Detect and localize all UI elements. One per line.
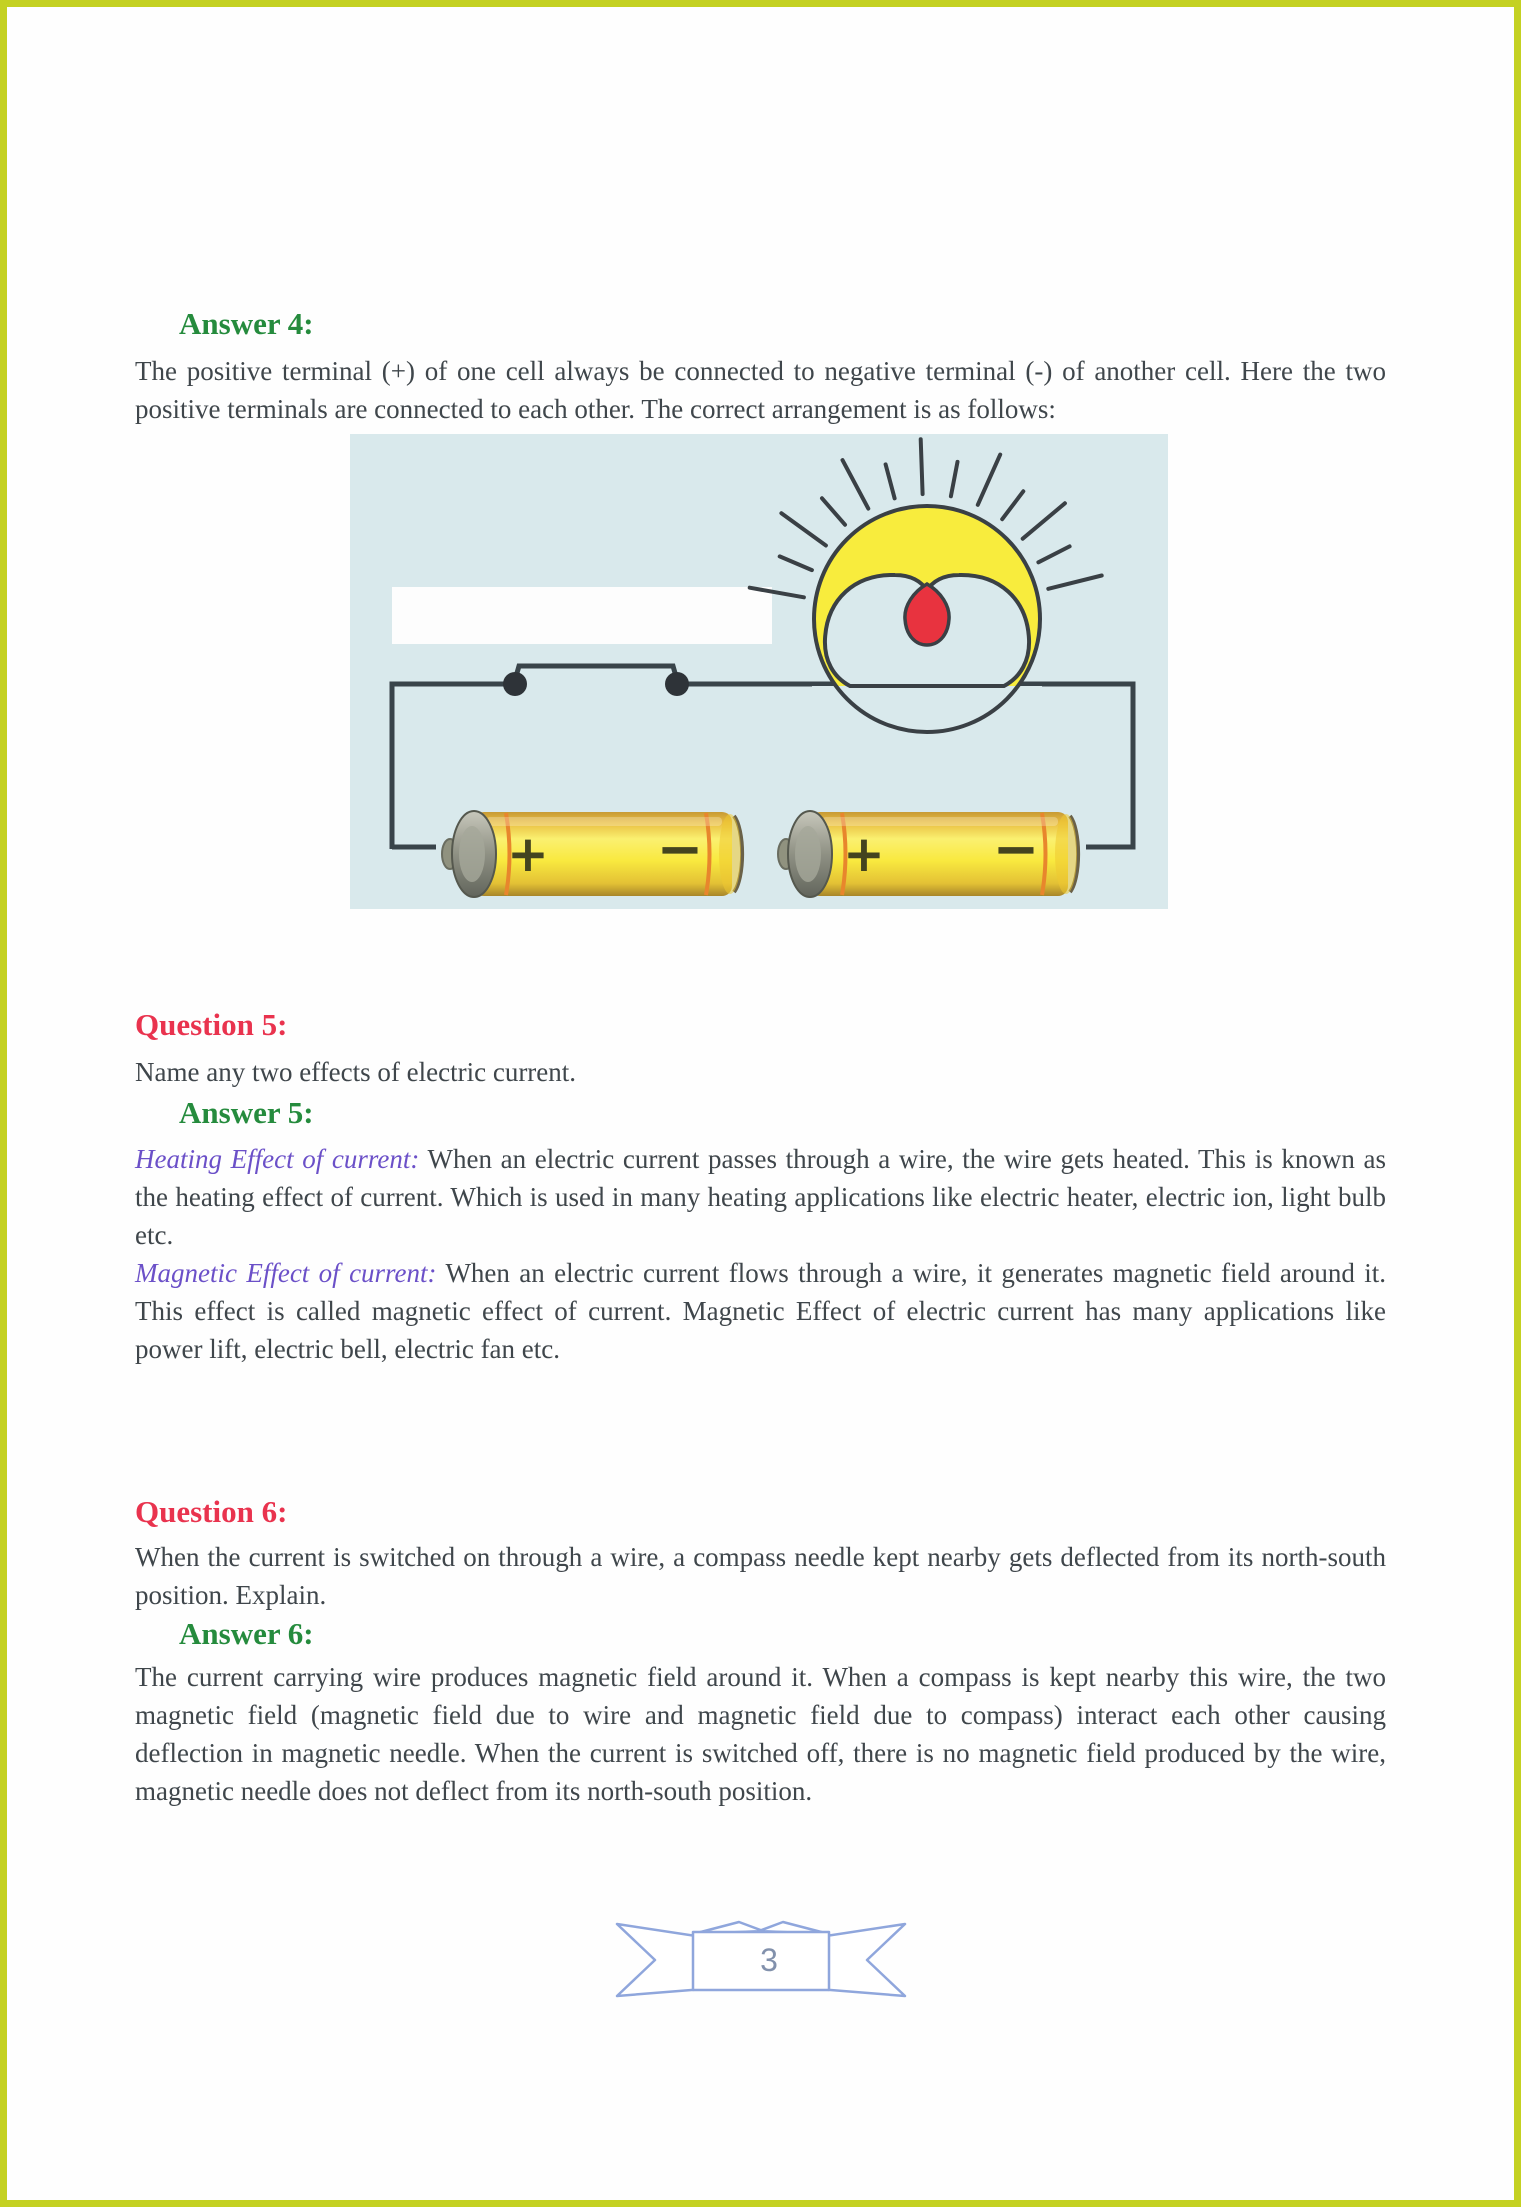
question5-heading: Question 5: bbox=[135, 1007, 288, 1042]
answer4-heading: Answer 4: bbox=[179, 306, 314, 341]
page-number-label: 3 bbox=[759, 1942, 778, 1978]
question6-body: When the current is switched on through a wire, a compass needle kept nearby gets deflected from its north-south position. Explain. bbox=[135, 1542, 1386, 1610]
answer6-body: The current carrying wire produces magnetic field around it. When a compass is kept nearby this wire, the two magnetic field (magnetic field due to wire and magnetic field due to compass) interact each other causing deflection in magnetic needle. When the current is switched off, there is no magnetic field produced by the wire, magnetic needle does not deflect from its north-south position. bbox=[135, 1662, 1386, 1806]
battery2-negative-label: − bbox=[992, 817, 1040, 882]
magnetic-effect-text: When an electric current flows through a wire, it generates magnetic field around it. This effect is called magnetic effect of current. Magnetic Effect of electric current has many applications like power lift, electric bell, electric fan etc. bbox=[135, 1258, 1387, 1364]
battery-2 bbox=[778, 811, 1078, 897]
figure-whiteout-box bbox=[392, 587, 772, 644]
heating-effect-lead: Heating Effect of current: bbox=[135, 1144, 420, 1174]
battery2-positive-label: + bbox=[843, 825, 885, 883]
answer5-paragraph-heating bbox=[135, 1140, 1386, 1254]
answer5-heading: Answer 5: bbox=[179, 1095, 314, 1130]
battery-1 bbox=[442, 811, 742, 897]
circuit-diagram-svg bbox=[350, 434, 1168, 909]
page-content bbox=[7, 306, 1514, 2006]
bulb-lower-mask bbox=[812, 686, 1042, 734]
battery1-positive-label: + bbox=[507, 825, 549, 883]
magnetic-effect-lead: Magnetic Effect of current: bbox=[135, 1258, 437, 1288]
battery1-negative-label: − bbox=[656, 817, 704, 882]
question6-heading: Question 6: bbox=[135, 1494, 288, 1529]
switch-contact-left bbox=[503, 672, 527, 696]
answer4-body: The positive terminal (+) of one cell always be connected to negative terminal (-) of another cell. Here the two positive terminals are connected to each other. The correct arrangement is as follows: bbox=[135, 356, 1386, 424]
question5-body: Name any two effects of electric current. bbox=[135, 1057, 577, 1087]
answer6-heading: Answer 6: bbox=[179, 1616, 314, 1651]
circuit-figure bbox=[350, 434, 1168, 909]
ribbon-svg bbox=[611, 1914, 911, 2006]
page-number-ribbon bbox=[611, 1914, 911, 2006]
heating-effect-text: When an electric current passes through a wire, the wire gets heated. This is known as the heating effect of current. Which is used in many heating applications like electric heater, electric ion, light bulb etc. bbox=[135, 1144, 1386, 1250]
answer5-paragraph-magnetic bbox=[135, 1254, 1386, 1368]
switch-contact-right bbox=[665, 672, 689, 696]
